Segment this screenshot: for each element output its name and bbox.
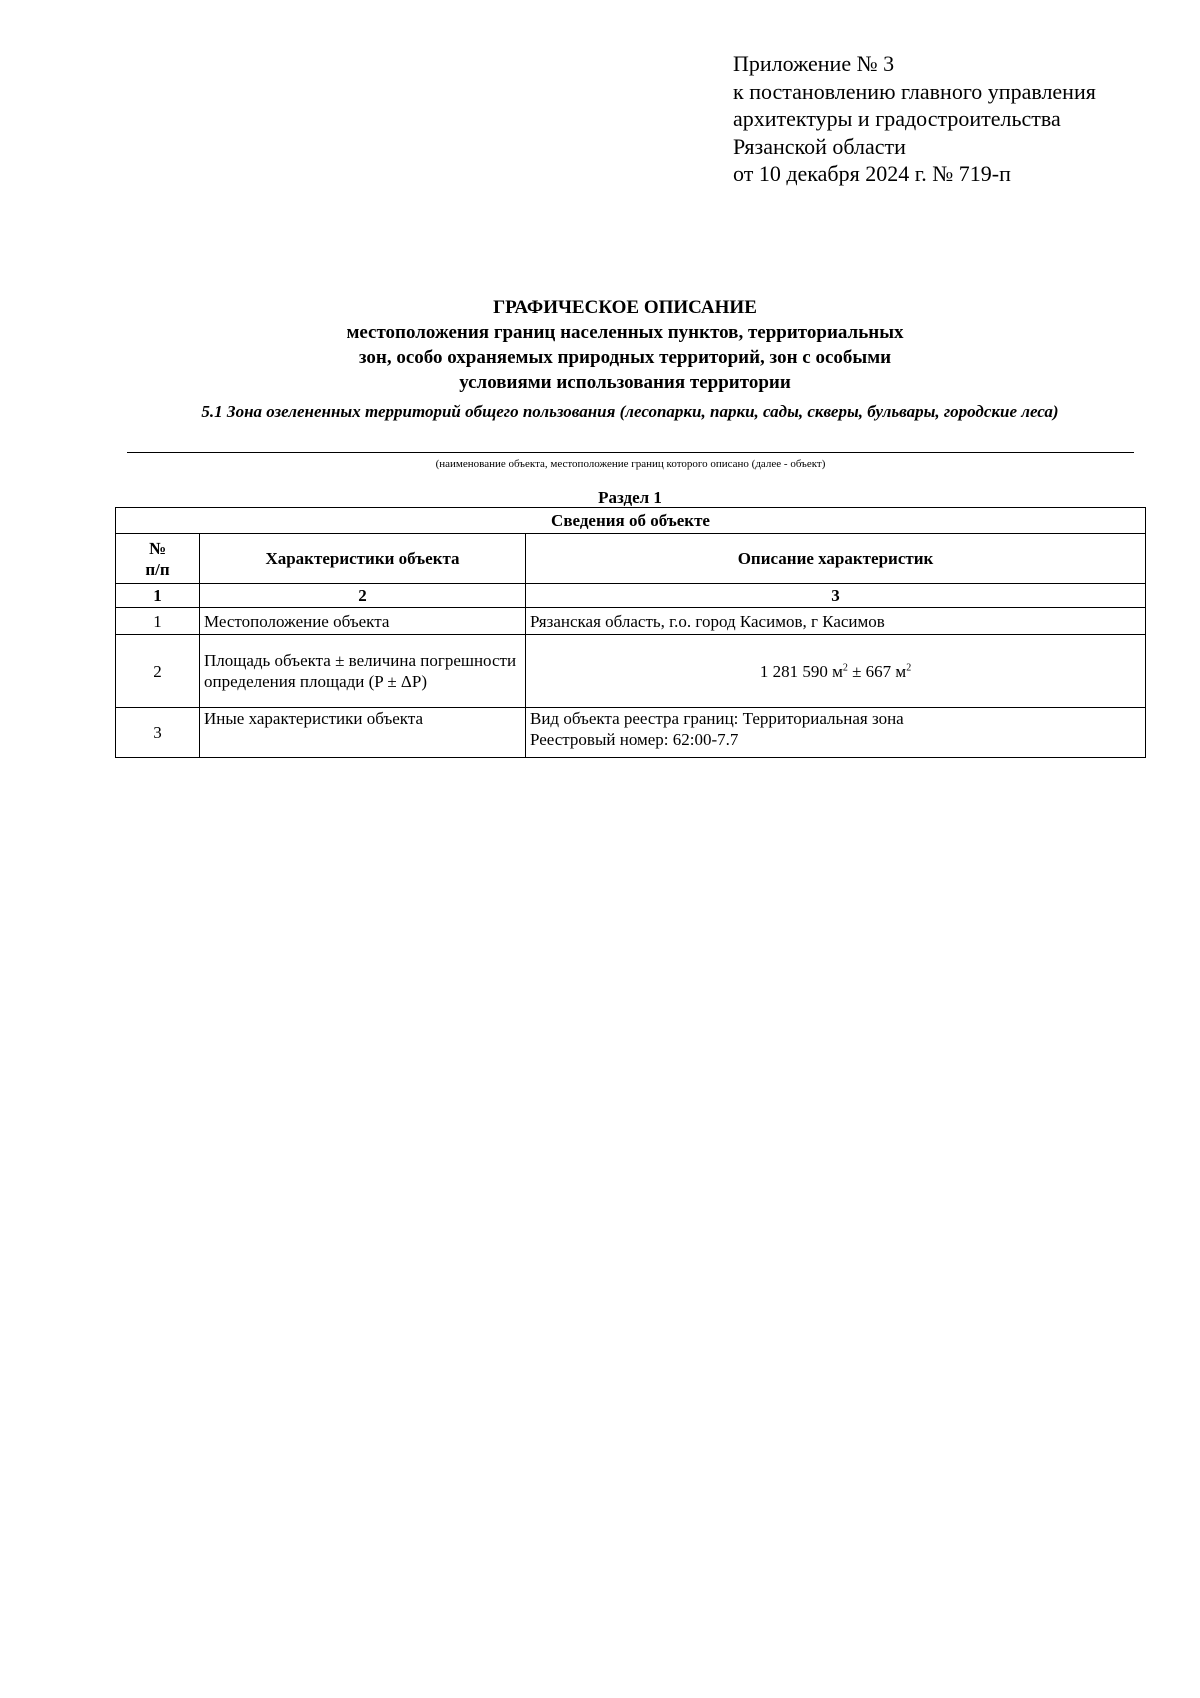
column-index-row — [116, 584, 1146, 608]
row-name: Площадь объекта ± величина погрешности определения площади (P ± ΔP) — [200, 635, 526, 708]
appendix-line: Рязанской области — [733, 133, 906, 159]
column-index: 2 — [200, 584, 526, 608]
section-title: Раздел 1 — [598, 488, 662, 507]
appendix-line: архитектуры и градостроительства — [733, 106, 1061, 131]
title-line: местоположения границ населенных пунктов, территориальных — [346, 322, 904, 343]
area-value: 1 281 590 м — [759, 661, 843, 681]
registry-object-type: Вид объекта реестра границ: Территориальная зона — [530, 709, 904, 728]
title-line: условиями использования территории — [459, 372, 791, 393]
appendix-line: от 10 декабря 2024 г. № 719-п — [733, 161, 1011, 186]
row-num: 2 — [116, 635, 200, 708]
header-num-line2: п/п — [145, 559, 170, 579]
title-line: зон, особо охраняемых природных территорий, зон с особыми — [358, 347, 892, 368]
header-num-line1: № — [148, 538, 167, 558]
row-num: 3 — [116, 708, 200, 758]
area-unit-power: 2 — [842, 661, 848, 673]
header-characteristics: Характеристики объекта — [200, 534, 526, 584]
error-unit-power: 2 — [906, 661, 912, 673]
area-error: ± 667 м — [847, 661, 907, 681]
registry-number: Реестровый номер: 62:00-7.7 — [530, 730, 739, 749]
document-title — [115, 295, 1135, 395]
row-value — [526, 635, 1146, 708]
table-row — [116, 708, 1146, 758]
table-title-row — [116, 508, 1146, 534]
row-value: Рязанская область, г.о. город Касимов, г Касимов — [526, 608, 1146, 635]
title-line: ГРАФИЧЕСКОЕ ОПИСАНИЕ — [493, 297, 757, 318]
underline-divider — [127, 452, 1134, 453]
row-name: Местоположение объекта — [200, 608, 526, 635]
table-header-row — [116, 534, 1146, 584]
header-description: Описание характеристик — [526, 534, 1146, 584]
row-name: Иные характеристики объекта — [200, 708, 526, 758]
row-num: 1 — [116, 608, 200, 635]
table-title: Сведения об объекте — [116, 508, 1146, 534]
appendix-line: к постановлению главного управления — [733, 78, 1096, 104]
column-index: 3 — [526, 584, 1146, 608]
appendix-line: Приложение № 3 — [733, 51, 895, 76]
column-index: 1 — [116, 584, 200, 608]
object-info-table — [115, 507, 1146, 758]
row-value — [526, 708, 1146, 758]
object-name-caption: (наименование объекта, местоположение границ которого описано (далее - объект) — [435, 458, 826, 470]
table-row — [116, 635, 1146, 708]
table-row — [116, 608, 1146, 635]
appendix-header — [733, 50, 1173, 188]
header-num — [116, 534, 200, 584]
object-name: 5.1 Зона озелененных территорий общего пользования (лесопарки, парки, сады, скверы, бульвары, городские леса) — [201, 402, 1059, 421]
